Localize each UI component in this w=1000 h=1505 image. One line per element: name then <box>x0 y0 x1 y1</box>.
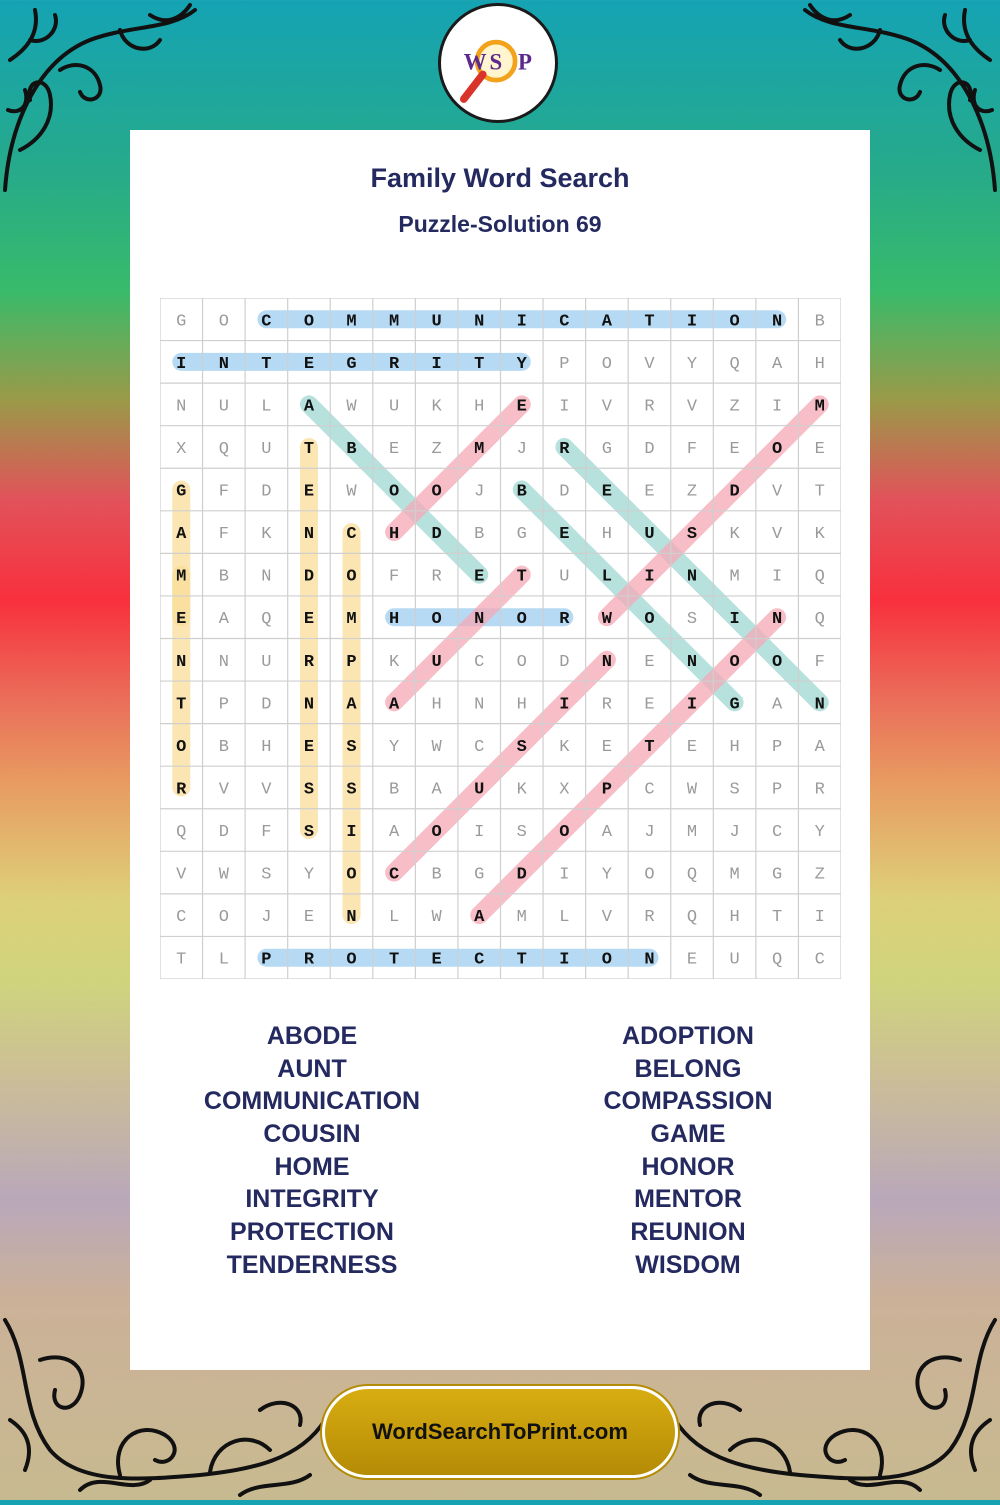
grid-letter[interactable]: R <box>431 567 442 587</box>
grid-letter[interactable]: P <box>601 780 613 800</box>
website-link-button[interactable] <box>322 1386 678 1478</box>
grid-letter[interactable]: D <box>261 695 272 715</box>
grid-letter[interactable]: S <box>303 823 315 843</box>
grid-letter[interactable]: O <box>644 610 655 630</box>
grid-letter[interactable]: P <box>772 737 783 757</box>
grid-letter[interactable]: W <box>686 780 698 800</box>
grid-letter[interactable]: C <box>772 823 783 843</box>
grid-letter[interactable]: L <box>559 908 570 928</box>
grid-letter[interactable]: E <box>686 950 698 970</box>
list-word: TENDERNESS <box>226 1250 398 1279</box>
list-word: ABODE <box>266 1022 358 1050</box>
logo-letter-p: P <box>517 49 532 75</box>
grid-letter[interactable]: T <box>516 567 527 587</box>
grid-letter[interactable]: T <box>176 950 187 970</box>
grid-letter[interactable]: P <box>346 652 357 672</box>
grid-letter[interactable]: O <box>729 312 740 332</box>
grid-letter[interactable]: K <box>729 525 740 545</box>
grid-letter[interactable]: T <box>303 439 315 459</box>
grid-letter[interactable]: E <box>303 610 315 630</box>
grid-letter[interactable]: T <box>814 482 825 502</box>
grid-letter[interactable]: O <box>388 482 400 502</box>
grid-letter[interactable]: F <box>686 439 698 459</box>
grid-letter[interactable]: J <box>516 439 527 459</box>
grid-letter[interactable]: N <box>176 652 187 672</box>
grid-letter[interactable]: N <box>303 525 315 545</box>
grid-letter[interactable]: I <box>559 865 570 885</box>
logo-letter-w: W <box>463 49 487 75</box>
grid-letter[interactable]: V <box>601 397 613 417</box>
grid-letter[interactable]: B <box>474 525 485 545</box>
page-title: Family Word Search <box>370 163 630 193</box>
grid-letter[interactable]: O <box>772 439 783 459</box>
grid-letter[interactable]: I <box>686 695 698 715</box>
grid-letter[interactable]: C <box>261 312 272 332</box>
grid-letter[interactable]: E <box>303 354 315 374</box>
grid-letter[interactable]: V <box>218 780 229 800</box>
grid-letter[interactable]: O <box>303 312 315 332</box>
grid-letter[interactable]: J <box>261 908 272 928</box>
grid-letter[interactable]: E <box>814 439 825 459</box>
grid-letter[interactable]: O <box>559 823 570 843</box>
grid-letter[interactable]: I <box>346 823 357 843</box>
grid-letter[interactable]: Y <box>388 737 400 757</box>
grid-letter[interactable]: N <box>686 652 698 672</box>
grid-letter[interactable]: E <box>303 482 315 502</box>
grid-letter[interactable]: M <box>814 397 825 417</box>
grid-letter[interactable]: U <box>218 397 229 417</box>
grid-letter[interactable]: V <box>772 525 783 545</box>
grid-letter[interactable]: M <box>729 865 740 885</box>
grid-letter[interactable]: Q <box>261 610 272 630</box>
grid-letter[interactable]: R <box>388 354 400 374</box>
grid-letter[interactable]: Q <box>729 354 740 374</box>
grid-letter[interactable]: G <box>601 439 613 459</box>
grid-letter[interactable]: Z <box>814 865 825 885</box>
grid-letter[interactable]: W <box>346 482 357 502</box>
grid-canvas <box>160 298 841 979</box>
grid-letter[interactable]: D <box>559 652 570 672</box>
grid-letter[interactable]: D <box>431 525 442 545</box>
word-list-left <box>132 1020 492 1282</box>
grid-letter[interactable]: O <box>644 865 655 885</box>
grid-letter[interactable]: T <box>644 737 655 757</box>
grid-letter[interactable]: H <box>474 397 485 417</box>
grid-letter[interactable]: H <box>261 737 272 757</box>
grid-letter[interactable]: R <box>303 950 315 970</box>
grid-letter[interactable]: A <box>772 695 783 715</box>
grid-letter[interactable]: Z <box>431 439 442 459</box>
list-word: PROTECTION <box>230 1218 394 1247</box>
grid-letter[interactable]: D <box>559 482 570 502</box>
grid-letter[interactable]: D <box>644 439 655 459</box>
grid-letter[interactable]: Q <box>218 439 229 459</box>
grid-letter[interactable]: C <box>474 652 485 672</box>
list-word: BELONG <box>634 1054 742 1083</box>
grid-letter[interactable]: K <box>559 737 570 757</box>
grid-letter[interactable]: S <box>303 780 315 800</box>
grid-letter[interactable]: R <box>601 695 613 715</box>
grid-letter[interactable]: I <box>176 354 187 374</box>
list-word: ADOPTION <box>622 1022 754 1050</box>
page-subtitle: Puzzle-Solution 69 <box>398 211 602 237</box>
grid-letter[interactable]: O <box>346 950 357 970</box>
grid-letter[interactable]: E <box>516 397 527 417</box>
list-word: COMMUNICATION <box>203 1087 421 1116</box>
grid-letter[interactable]: O <box>729 652 740 672</box>
grid-letter[interactable]: C <box>474 737 485 757</box>
grid-letter[interactable]: E <box>303 737 315 757</box>
grid-letter[interactable]: B <box>431 865 442 885</box>
grid-letter[interactable]: B <box>814 312 825 332</box>
grid-letter[interactable]: N <box>474 312 485 332</box>
grid-letter[interactable]: Y <box>814 823 825 843</box>
grid-letter[interactable]: O <box>772 652 783 672</box>
grid-letter[interactable]: E <box>601 737 613 757</box>
grid-letter[interactable]: E <box>729 439 740 459</box>
grid-letter[interactable]: D <box>729 482 740 502</box>
grid-letter[interactable]: M <box>346 610 357 630</box>
grid-letter[interactable]: Q <box>686 908 698 928</box>
grid-letter[interactable]: T <box>388 950 400 970</box>
grid-letter[interactable]: R <box>559 610 570 630</box>
grid-letter[interactable]: L <box>601 567 613 587</box>
grid-letter[interactable]: S <box>686 610 698 630</box>
grid-letter[interactable]: P <box>772 780 783 800</box>
grid-letter[interactable]: B <box>218 737 229 757</box>
grid-letter[interactable]: W <box>431 737 442 757</box>
grid-letter[interactable]: N <box>772 312 783 332</box>
grid-letter[interactable]: Q <box>814 610 825 630</box>
grid-letter[interactable]: W <box>601 610 613 630</box>
grid-letter[interactable]: Y <box>303 865 315 885</box>
grid-letter[interactable]: U <box>261 652 272 672</box>
grid-letter[interactable]: S <box>261 865 272 885</box>
grid-letter[interactable]: I <box>814 908 825 928</box>
grid-letter[interactable]: G <box>346 354 357 374</box>
grid-letter[interactable]: E <box>303 908 315 928</box>
list-word: HONOR <box>641 1152 735 1181</box>
grid-letter[interactable]: G <box>772 865 783 885</box>
grid-letter[interactable]: V <box>772 482 783 502</box>
grid-letter[interactable]: A <box>218 610 229 630</box>
grid-letter[interactable]: G <box>176 482 187 502</box>
grid-letter[interactable]: O <box>601 950 613 970</box>
grid-letter[interactable]: A <box>346 695 357 715</box>
grid-letter[interactable]: O <box>516 610 527 630</box>
grid-letter[interactable]: N <box>474 610 485 630</box>
grid-letter[interactable]: B <box>516 482 527 502</box>
grid-letter[interactable]: R <box>559 439 570 459</box>
grid-letter[interactable]: L <box>261 397 272 417</box>
word-list-right <box>508 1020 868 1282</box>
grid-letter[interactable]: Q <box>686 865 698 885</box>
grid-letter[interactable]: K <box>388 652 400 672</box>
grid-letter[interactable]: N <box>814 695 825 715</box>
grid-letter[interactable]: A <box>388 823 400 843</box>
grid-letter[interactable]: U <box>431 652 442 672</box>
grid-letter[interactable]: O <box>346 865 357 885</box>
grid-letter[interactable]: P <box>261 950 272 970</box>
grid-letter[interactable]: N <box>686 567 698 587</box>
grid-letter[interactable]: H <box>601 525 613 545</box>
grid-letter[interactable]: A <box>772 354 783 374</box>
grid-letter[interactable]: H <box>729 737 740 757</box>
list-word: HOME <box>274 1152 350 1181</box>
grid-letter[interactable]: N <box>346 908 357 928</box>
grid-letter[interactable]: E <box>431 950 442 970</box>
grid-letter[interactable]: W <box>346 397 357 417</box>
grid-letter[interactable]: K <box>814 525 825 545</box>
grid-letter[interactable]: S <box>346 737 357 757</box>
grid-letter[interactable]: U <box>729 950 740 970</box>
logo-letter-s: S <box>489 49 503 75</box>
grid-letter[interactable]: R <box>176 780 187 800</box>
grid-letter[interactable]: I <box>559 695 570 715</box>
grid-letter[interactable]: V <box>686 397 698 417</box>
grid-letter[interactable]: F <box>261 823 272 843</box>
grid-letter[interactable]: W <box>431 908 442 928</box>
grid-letter[interactable]: U <box>559 567 570 587</box>
grid-letter[interactable]: E <box>559 525 570 545</box>
grid-letter[interactable]: G <box>176 312 187 332</box>
grid-letter[interactable]: S <box>729 780 740 800</box>
grid-letter[interactable]: P <box>218 695 229 715</box>
grid-letter[interactable]: Q <box>772 950 783 970</box>
grid-letter[interactable]: T <box>176 695 187 715</box>
grid-letter[interactable]: M <box>346 312 357 332</box>
grid-letter[interactable]: L <box>218 950 229 970</box>
grid-letter[interactable]: I <box>686 312 698 332</box>
grid-letter[interactable]: S <box>516 823 527 843</box>
grid-letter[interactable]: T <box>772 908 783 928</box>
list-word: COMPASSION <box>603 1087 773 1116</box>
grid-letter[interactable]: A <box>303 397 315 417</box>
grid-letter[interactable]: K <box>431 397 442 417</box>
grid-letter[interactable]: E <box>644 652 655 672</box>
grid-letter[interactable]: S <box>516 737 527 757</box>
grid-letter[interactable]: E <box>388 439 400 459</box>
grid-letter[interactable]: X <box>559 780 570 800</box>
grid-letter[interactable]: C <box>176 908 187 928</box>
grid-letter[interactable]: B <box>218 567 229 587</box>
grid-letter[interactable]: C <box>644 780 655 800</box>
grid-letter[interactable]: U <box>261 439 272 459</box>
grid-letter[interactable]: O <box>516 652 527 672</box>
grid-letter[interactable]: A <box>601 823 613 843</box>
grid-letter[interactable]: V <box>176 865 187 885</box>
grid-letter[interactable]: F <box>218 525 229 545</box>
grid-letter[interactable]: X <box>176 439 187 459</box>
grid-letter[interactable]: U <box>388 397 400 417</box>
grid-letter[interactable]: C <box>559 312 570 332</box>
grid-letter[interactable]: I <box>772 397 783 417</box>
grid-letter[interactable]: B <box>346 439 357 459</box>
grid-letter[interactable]: I <box>644 567 655 587</box>
grid-letter[interactable]: N <box>644 950 655 970</box>
grid-letter[interactable]: M <box>686 823 698 843</box>
grid-letter[interactable]: C <box>814 950 825 970</box>
grid-letter[interactable]: Y <box>686 354 698 374</box>
grid-letter[interactable]: N <box>218 354 229 374</box>
grid-letter[interactable]: M <box>729 567 740 587</box>
grid-letter[interactable]: R <box>644 908 655 928</box>
grid-letter[interactable]: M <box>516 908 527 928</box>
grid-letter[interactable]: W <box>218 865 229 885</box>
grid-letter[interactable]: N <box>261 567 272 587</box>
grid-letter[interactable]: I <box>559 950 570 970</box>
grid-letter[interactable]: N <box>474 695 485 715</box>
grid-letter[interactable]: U <box>644 525 655 545</box>
grid-letter[interactable]: O <box>601 354 613 374</box>
wsp-logo[interactable] <box>438 3 558 123</box>
grid-letter[interactable]: H <box>729 908 740 928</box>
grid-letter[interactable]: V <box>261 780 272 800</box>
grid-letter[interactable]: R <box>644 397 655 417</box>
grid-letter[interactable]: A <box>814 737 825 757</box>
grid-letter[interactable]: K <box>261 525 272 545</box>
grid-letter[interactable]: D <box>303 567 315 587</box>
grid-letter[interactable]: H <box>388 525 400 545</box>
grid-letter[interactable]: G <box>474 865 485 885</box>
grid-letter[interactable]: A <box>176 525 187 545</box>
grid-letter[interactable]: T <box>474 354 485 374</box>
grid-letter[interactable]: O <box>431 823 442 843</box>
grid-letter[interactable]: N <box>218 652 229 672</box>
grid-letter[interactable]: M <box>388 312 400 332</box>
grid-letter[interactable]: Y <box>516 354 527 374</box>
grid-letter[interactable]: C <box>474 950 485 970</box>
grid-letter[interactable]: E <box>644 482 655 502</box>
website-link-text: WordSearchToPrint.com <box>372 1419 628 1444</box>
grid-letter[interactable]: O <box>346 567 357 587</box>
grid-letter[interactable]: D <box>218 823 229 843</box>
grid-letter[interactable]: E <box>686 737 698 757</box>
grid-letter[interactable]: A <box>431 780 442 800</box>
grid-letter[interactable]: I <box>431 354 442 374</box>
grid-letter[interactable]: O <box>218 312 229 332</box>
list-word: REUNION <box>630 1218 746 1247</box>
grid-letter[interactable]: L <box>388 908 400 928</box>
grid-letter[interactable]: A <box>474 908 485 928</box>
grid-letter[interactable]: V <box>601 908 613 928</box>
grid-letter[interactable]: J <box>474 482 485 502</box>
list-word: WISDOM <box>635 1250 741 1279</box>
grid-letter[interactable]: G <box>516 525 527 545</box>
grid-letter[interactable]: M <box>474 439 485 459</box>
list-word: COUSIN <box>263 1120 361 1149</box>
grid-letter[interactable]: F <box>814 652 825 672</box>
grid-letter[interactable]: T <box>644 312 655 332</box>
grid-letter[interactable]: C <box>388 865 400 885</box>
grid-letter[interactable]: O <box>218 908 229 928</box>
grid-letter[interactable]: U <box>431 312 442 332</box>
grid-letter[interactable]: F <box>218 482 229 502</box>
grid-letter[interactable]: E <box>644 695 655 715</box>
grid-letter[interactable]: N <box>772 610 783 630</box>
grid-letter[interactable]: I <box>474 823 485 843</box>
grid-letter[interactable]: T <box>261 354 272 374</box>
grid-letter[interactable]: H <box>388 610 400 630</box>
grid-letter[interactable]: A <box>388 695 400 715</box>
grid-letter[interactable]: D <box>516 865 527 885</box>
grid-letter[interactable]: E <box>601 482 613 502</box>
grid-letter[interactable]: G <box>729 695 740 715</box>
grid-letter[interactable]: E <box>474 567 485 587</box>
grid-letter[interactable]: I <box>516 312 527 332</box>
grid-letter[interactable]: O <box>431 482 442 502</box>
grid-letter[interactable]: T <box>516 950 527 970</box>
grid-letter[interactable]: M <box>176 567 187 587</box>
grid-letter[interactable]: O <box>431 610 442 630</box>
grid-letter[interactable]: U <box>474 780 485 800</box>
grid-letter[interactable]: H <box>516 695 527 715</box>
grid-letter[interactable]: P <box>559 354 570 374</box>
grid-letter[interactable]: Y <box>601 865 613 885</box>
grid-letter[interactable]: E <box>176 610 187 630</box>
grid-letter[interactable]: R <box>814 780 825 800</box>
grid-letter[interactable]: S <box>686 525 698 545</box>
grid-letter[interactable]: I <box>559 397 570 417</box>
grid-letter[interactable]: S <box>346 780 357 800</box>
list-word: GAME <box>650 1120 726 1149</box>
grid-letter[interactable]: F <box>388 567 400 587</box>
grid-letter[interactable]: R <box>303 652 315 672</box>
grid-letter[interactable]: D <box>261 482 272 502</box>
grid-letter[interactable]: K <box>516 780 527 800</box>
grid-letter[interactable]: V <box>644 354 655 374</box>
grid-letter[interactable]: H <box>431 695 442 715</box>
list-word: AUNT <box>277 1054 347 1083</box>
grid-letter[interactable]: I <box>729 610 740 630</box>
grid-letter[interactable]: A <box>601 312 613 332</box>
grid-letter[interactable]: I <box>772 567 783 587</box>
grid-letter[interactable]: O <box>176 737 187 757</box>
grid-letter[interactable]: J <box>729 823 740 843</box>
grid-letter[interactable]: Z <box>686 482 698 502</box>
list-word: MENTOR <box>634 1185 742 1214</box>
grid-letter[interactable]: Q <box>176 823 187 843</box>
list-word: INTEGRITY <box>245 1185 379 1214</box>
grid-letter[interactable]: C <box>346 525 357 545</box>
grid-letter[interactable]: B <box>388 780 400 800</box>
grid-letter[interactable]: Z <box>729 397 740 417</box>
grid-letter[interactable]: N <box>303 695 315 715</box>
grid-letter[interactable]: N <box>601 652 613 672</box>
grid-letter[interactable]: H <box>814 354 825 374</box>
grid-letter[interactable]: Q <box>814 567 825 587</box>
grid-letter[interactable]: J <box>644 823 655 843</box>
grid-letter[interactable]: N <box>176 397 187 417</box>
word-search-grid <box>160 298 841 979</box>
